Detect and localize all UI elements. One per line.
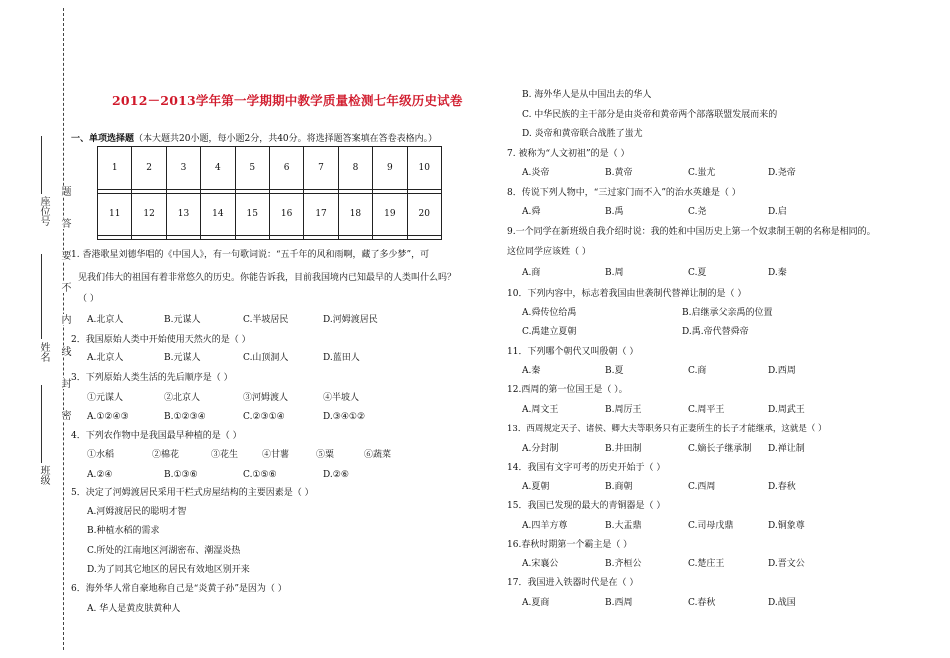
section-heading-title: 一、单项选择题 bbox=[71, 134, 135, 144]
question-9-line-1: 9.一个同学在新班级自我介绍时说：我的姓和中国历史上第一个奴隶制王朝的名称是相同的。 bbox=[507, 227, 876, 237]
item: ⑤粟 bbox=[316, 450, 335, 460]
section-heading-note: （本大题共20小题，每小题2分，共40分。将选择题答案填在答卷表格内。） bbox=[134, 134, 438, 144]
option: C.夏 bbox=[688, 268, 707, 278]
grid-number: 7 bbox=[304, 147, 338, 190]
option: D.铜象尊 bbox=[768, 521, 805, 531]
seal-char: 密 bbox=[59, 410, 70, 421]
option: A.夏商 bbox=[522, 598, 550, 608]
option: B.①②③④ bbox=[164, 412, 206, 422]
option: B.黄帝 bbox=[605, 168, 633, 178]
option: D.春秋 bbox=[768, 482, 796, 492]
answer-cell[interactable] bbox=[98, 236, 132, 240]
grid-number: 8 bbox=[338, 147, 372, 190]
answer-cell[interactable] bbox=[338, 236, 372, 240]
grid-number: 15 bbox=[235, 193, 269, 236]
option: C.尧 bbox=[688, 207, 707, 217]
question-3: 3．下列原始人类生活的先后顺序是（ ） bbox=[71, 373, 233, 383]
option: A.四羊方尊 bbox=[522, 521, 568, 531]
grid-number: 6 bbox=[269, 147, 303, 190]
option: D.战国 bbox=[768, 598, 796, 608]
option: B. 海外华人是从中国出去的华人 bbox=[522, 90, 652, 100]
option: B.大盂鼎 bbox=[605, 521, 642, 531]
option: A.炎帝 bbox=[522, 168, 550, 178]
option: D.西周 bbox=[768, 366, 796, 376]
option: D.秦 bbox=[768, 268, 787, 278]
grid-number: 2 bbox=[132, 147, 166, 190]
option: B.元谋人 bbox=[164, 353, 201, 363]
item: ①元谋人 bbox=[87, 393, 124, 403]
option: A.②④ bbox=[87, 470, 113, 480]
question-16: 16.春秋时期第一个霸主是（ ） bbox=[507, 540, 633, 550]
question-10: 10．下列内容中，标志着我国由世袭制代替禅让制的是（ ） bbox=[507, 289, 747, 299]
grid-number: 12 bbox=[132, 193, 166, 236]
option: A.分封制 bbox=[522, 444, 559, 454]
question-1-line-2: 见我们伟大的祖国有着非常悠久的历史。你能告诉我，目前我国境内已知最早的人类叫什么吗？ bbox=[78, 273, 457, 283]
option: B.商朝 bbox=[605, 482, 633, 492]
grid-number: 1 bbox=[98, 147, 132, 190]
answer-cell[interactable] bbox=[373, 236, 407, 240]
option: A.舜传位给禹 bbox=[522, 308, 577, 318]
option: A.周文王 bbox=[522, 405, 559, 415]
option: D.周武王 bbox=[768, 405, 805, 415]
question-8: 8．传说下列人物中，“三过家门而不入”的治水英雄是（ ） bbox=[507, 188, 741, 198]
option: C.春秋 bbox=[688, 598, 716, 608]
item: ③河姆渡人 bbox=[243, 393, 289, 403]
option: A.夏朝 bbox=[522, 482, 550, 492]
answer-grid bbox=[97, 146, 442, 240]
question-1-bracket: （ ） bbox=[78, 294, 99, 304]
question-15: 15．我国已发现的最大的青铜器是（ ） bbox=[507, 501, 666, 511]
option: A.北京人 bbox=[87, 353, 124, 363]
grid-number: 18 bbox=[338, 193, 372, 236]
question-4: 4．下列农作物中是我国最早种植的是（ ） bbox=[71, 431, 242, 441]
grid-number: 17 bbox=[304, 193, 338, 236]
question-6: 6．海外华人常自豪地称自己是“炎黄子孙”是因为（ ） bbox=[71, 584, 287, 594]
seal-char: 线 bbox=[59, 346, 70, 357]
option: C. 中华民族的主干部分是由炎帝和黄帝两个部落联盟发展而来的 bbox=[522, 110, 778, 120]
name-label: 姓名 bbox=[38, 342, 49, 362]
option: C.山顶洞人 bbox=[243, 353, 289, 363]
option: A.宋襄公 bbox=[522, 559, 559, 569]
seal-char: 封 bbox=[59, 378, 70, 389]
question-12: 12.西周的第一位国王是（ ）。 bbox=[507, 385, 628, 395]
option: C.所处的江南地区河湖密布、潮湿炎热 bbox=[87, 546, 241, 556]
option: B.①③⑥ bbox=[164, 470, 198, 480]
option: A.秦 bbox=[522, 366, 541, 376]
seat-number-blank-line bbox=[41, 136, 42, 194]
seal-char: 题 bbox=[59, 186, 70, 197]
grid-number: 16 bbox=[269, 193, 303, 236]
option: C.禹建立夏朝 bbox=[522, 327, 577, 337]
item: ②棉花 bbox=[152, 450, 180, 460]
name-blank-line bbox=[41, 254, 42, 339]
grid-number: 4 bbox=[201, 147, 235, 190]
option: C.司母戊鼎 bbox=[688, 521, 734, 531]
item: ③花生 bbox=[211, 450, 239, 460]
option: D.晋文公 bbox=[768, 559, 805, 569]
answer-cell[interactable] bbox=[201, 236, 235, 240]
question-14: 14．我国有文字可考的历史开始于（ ） bbox=[507, 463, 666, 473]
grid-number: 11 bbox=[98, 193, 132, 236]
grid-number: 9 bbox=[373, 147, 407, 190]
class-blank-line bbox=[41, 385, 42, 463]
question-13: 13．西周规定天子、诸侯、卿大夫等职务只有正妻所生的长子才能继承，这就是（ ） bbox=[507, 424, 827, 434]
option: C.嫡长子继承制 bbox=[688, 444, 752, 454]
option: B.元谋人 bbox=[164, 315, 201, 325]
seal-char: 不 bbox=[59, 282, 70, 293]
option: C.半坡居民 bbox=[243, 315, 289, 325]
grid-number: 20 bbox=[407, 193, 441, 236]
answer-grid-number-row bbox=[98, 193, 442, 236]
question-2: 2．我国原始人类中开始使用天然火的是（ ） bbox=[71, 335, 251, 345]
seat-number-label: 座位号 bbox=[38, 196, 49, 226]
answer-cell[interactable] bbox=[304, 236, 338, 240]
section-heading bbox=[71, 131, 437, 144]
option: B.井田制 bbox=[605, 444, 642, 454]
option: B.种植水稻的需求 bbox=[87, 526, 160, 536]
item: ④半坡人 bbox=[323, 393, 360, 403]
option: C.西周 bbox=[688, 482, 716, 492]
option: A.舜 bbox=[522, 207, 541, 217]
binding-dashed-line bbox=[63, 8, 64, 650]
question-11: 11．下列哪个朝代又叫殷朝（ ） bbox=[507, 347, 639, 357]
question-9-line-2: 这位同学应该姓（ ） bbox=[507, 247, 591, 257]
option: D.启 bbox=[768, 207, 787, 217]
option: C.商 bbox=[688, 366, 707, 376]
seal-char: 内 bbox=[59, 314, 70, 325]
item: ①水稻 bbox=[87, 450, 115, 460]
seal-char: 要 bbox=[59, 250, 70, 261]
option: D.为了同其它地区的居民有效地区别开来 bbox=[87, 565, 250, 575]
option: B.齐桓公 bbox=[605, 559, 642, 569]
grid-number: 14 bbox=[201, 193, 235, 236]
exam-title: 2012－2013学年第一学期期中教学质量检测七年级历史试卷 bbox=[112, 93, 463, 108]
seal-char: 答 bbox=[59, 218, 70, 229]
option: D.河姆渡居民 bbox=[323, 315, 378, 325]
question-5: 5．决定了河姆渡居民采用干栏式房屋结构的主要因素是（ ） bbox=[71, 488, 314, 498]
item: ⑥蔬菜 bbox=[364, 450, 392, 460]
option: C.①⑤⑥ bbox=[243, 470, 277, 480]
option: B.周 bbox=[605, 268, 624, 278]
grid-number: 3 bbox=[166, 147, 200, 190]
option: C.周平王 bbox=[688, 405, 725, 415]
grid-number: 10 bbox=[407, 147, 441, 190]
answer-cell[interactable] bbox=[132, 236, 166, 240]
option: D.③④①② bbox=[323, 412, 366, 422]
option: B.周厉王 bbox=[605, 405, 642, 415]
option: B.夏 bbox=[605, 366, 624, 376]
answer-cell[interactable] bbox=[407, 236, 441, 240]
option: B.启继承父亲禹的位置 bbox=[682, 308, 773, 318]
answer-cell[interactable] bbox=[269, 236, 303, 240]
option: C.②③①④ bbox=[243, 412, 285, 422]
option: C.蚩尤 bbox=[688, 168, 716, 178]
class-label: 班级 bbox=[38, 465, 49, 485]
item: ④甘薯 bbox=[262, 450, 290, 460]
option: A.①②④③ bbox=[87, 412, 129, 422]
grid-number: 5 bbox=[235, 147, 269, 190]
option: D.禅让制 bbox=[768, 444, 805, 454]
question-17: 17．我国进入铁器时代是在（ ） bbox=[507, 578, 639, 588]
option: D. 炎帝和黄帝联合战胜了蚩尤 bbox=[522, 129, 643, 139]
option: D.蓝田人 bbox=[323, 353, 360, 363]
answer-cell[interactable] bbox=[166, 236, 200, 240]
option: B.西周 bbox=[605, 598, 633, 608]
option: D.②⑥ bbox=[323, 470, 349, 480]
option: A. 华人是黄皮肤黄种人 bbox=[87, 604, 181, 614]
option: B.禹 bbox=[605, 207, 624, 217]
grid-number: 19 bbox=[373, 193, 407, 236]
option: A.北京人 bbox=[87, 315, 124, 325]
option: D.禹.帝代替舜帝 bbox=[682, 327, 749, 337]
answer-grid-number-row bbox=[98, 147, 442, 190]
item: ②北京人 bbox=[164, 393, 201, 403]
question-1-line-1: 1. 香港歌星刘德华唱的《中国人》，有一句歌词说：“五千年的风和雨啊，藏了多少梦”，可 bbox=[71, 250, 430, 260]
question-7: 7. 被称为“人文初祖”的是（ ） bbox=[507, 149, 630, 159]
option: A.商 bbox=[522, 268, 541, 278]
answer-cell[interactable] bbox=[235, 236, 269, 240]
answer-grid-blank-row bbox=[98, 236, 442, 240]
option: D.尧帝 bbox=[768, 168, 796, 178]
option: C.楚庄王 bbox=[688, 559, 725, 569]
option: A.河姆渡居民的聪明才智 bbox=[87, 507, 187, 517]
grid-number: 13 bbox=[166, 193, 200, 236]
